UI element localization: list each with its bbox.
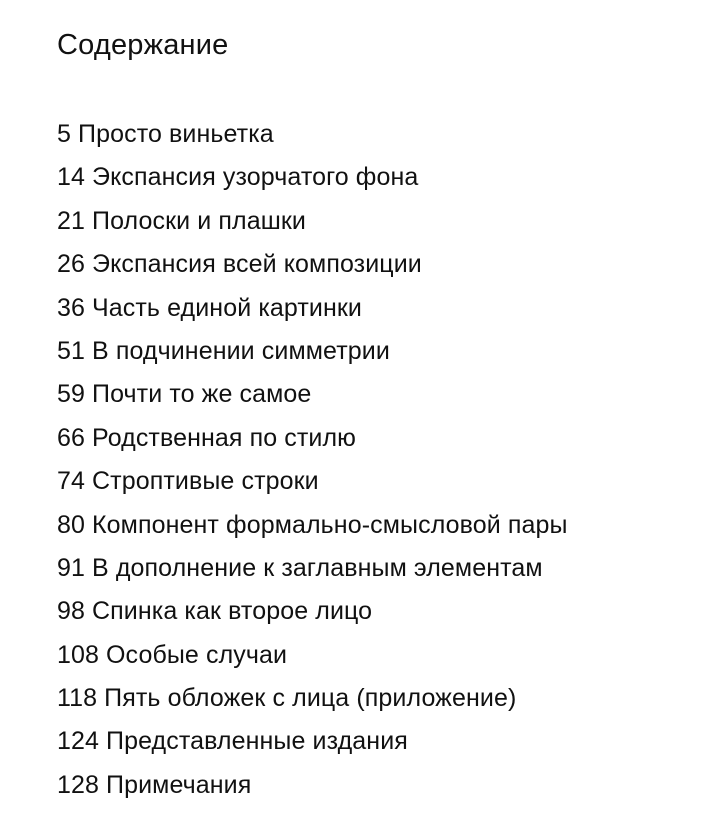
- toc-entry: [57, 287, 568, 330]
- toc-page-number: 124: [57, 727, 100, 756]
- toc-entry-title: Почти то же самое: [92, 380, 312, 409]
- toc-page-number: 36: [57, 293, 86, 322]
- toc-entry-title: Экспансия всей композиции: [92, 250, 422, 279]
- toc-entry: [57, 243, 568, 286]
- toc-entry-title: Просто виньетка: [78, 120, 274, 148]
- toc-page-number: 21: [57, 206, 86, 235]
- toc-page-number: 128: [57, 770, 100, 799]
- toc-page-number: 91: [57, 553, 86, 582]
- toc-entry: [57, 373, 568, 416]
- toc-entry-title: Особые случаи: [106, 640, 288, 669]
- toc-entry-title: Спинка как второе лицо: [92, 597, 373, 626]
- toc-entry: [57, 590, 568, 633]
- toc-entry-title: Пять обложек с лица (приложение): [104, 684, 517, 713]
- toc-entry: [57, 113, 568, 156]
- toc-page-number: 59: [57, 380, 86, 409]
- toc-entry: [57, 677, 568, 720]
- toc-entry: [57, 764, 568, 807]
- toc-entry-title: В подчинении симметрии: [92, 336, 390, 365]
- toc-entry-title: Часть единой картинки: [92, 293, 362, 322]
- contents-page: [57, 0, 712, 832]
- toc-entry: [57, 417, 568, 460]
- toc-page-number: 26: [57, 250, 86, 279]
- toc-entry: [57, 547, 568, 590]
- toc-entry: [57, 720, 568, 763]
- toc-page-number: 118: [57, 684, 98, 713]
- toc-entry-title: Представленные издания: [106, 727, 408, 756]
- table-of-contents: [57, 113, 568, 807]
- toc-entry-title: Строптивые строки: [92, 467, 319, 496]
- toc-page-number: 80: [57, 510, 86, 539]
- toc-page-number: 108: [57, 640, 100, 669]
- toc-page-number: 14: [57, 163, 86, 192]
- page-title: Содержание: [57, 29, 229, 61]
- toc-entry: [57, 504, 568, 547]
- toc-entry-title: Родственная по стилю: [92, 423, 357, 452]
- toc-page-number: 51: [57, 336, 86, 365]
- toc-entry: [57, 460, 568, 503]
- toc-page-number: 66: [57, 423, 86, 452]
- toc-entry: [57, 634, 568, 677]
- toc-entry: [57, 330, 568, 373]
- toc-entry-title: Компонент формально-смысловой пары: [92, 510, 568, 539]
- toc-entry: [57, 156, 568, 199]
- toc-page-number: 98: [57, 597, 86, 626]
- toc-entry-title: Полоски и плашки: [92, 206, 306, 235]
- toc-entry: [57, 200, 568, 243]
- toc-page-number: 5: [57, 120, 72, 148]
- toc-entry-title: Примечания: [106, 770, 252, 799]
- toc-entry-title: Экспансия узорчатого фона: [92, 163, 419, 192]
- toc-entry-title: В дополнение к заглавным элементам: [92, 553, 543, 582]
- toc-page-number: 74: [57, 467, 86, 496]
